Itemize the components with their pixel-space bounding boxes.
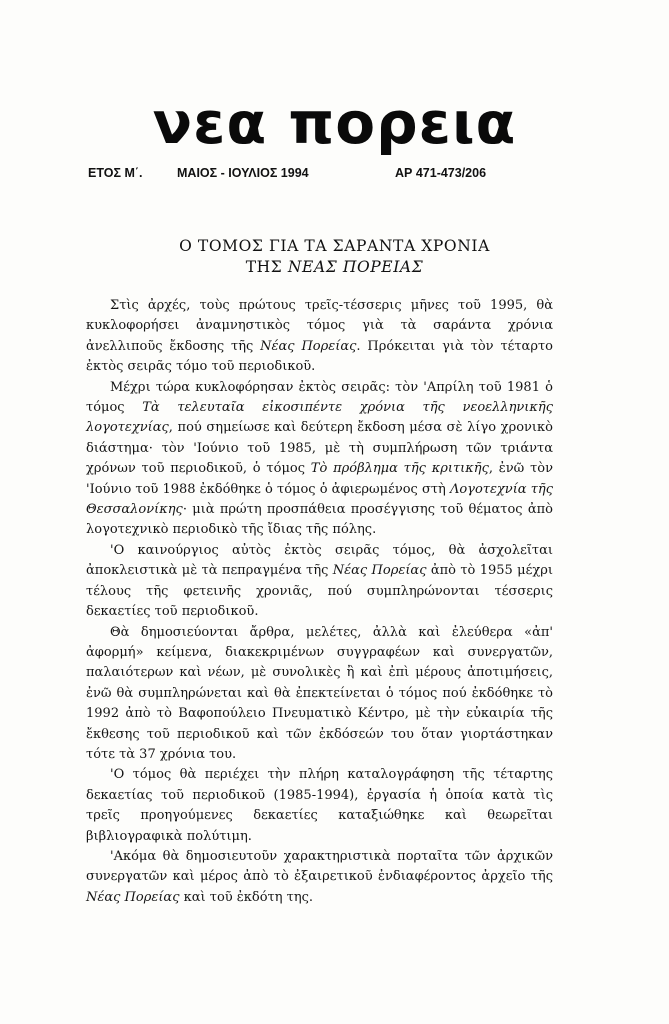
italic-title: Τὸ πρόβλημα τῆς κριτικῆς — [310, 461, 489, 477]
italic-title: Νέας Πορείας — [332, 563, 427, 579]
paragraph-text: Θὰ δημοσιεύονται ἄρθρα, μελέτες, ἀλλὰ καὶ ἐλεύθερα «ἀπ' ἀφορμή» κείμενα, διακεκριμένων συγγραφέων καὶ συνεργατῶν, παλαιότερων καὶ νέων, μὲ συνολικὲς ἢ καὶ ἐπὶ μέρους ἀποτιμήσεις, ἐνῶ θὰ συμπληρώνεται καὶ θὰ ἐπεκτείνεται ὁ τόμος πού ἐκδόθηκε τὸ 1992 ἀπὸ τὸ Βαφοπούλειο Πνευματικὸ Κέντρο, μὲ τὴν εὐκαιρία τῆς ἔκθεσης τοῦ περιοδικοῦ καὶ τῶν ἐκδόσεών του ὅταν γιορτάστηκαν τότε τὰ 37 χρόνια του. — [86, 624, 553, 762]
paragraph-text: , ἐνῶ τὸν 'Ιούνιο τοῦ 1988 ἐκδόθηκε ὁ τόμος ὁ ἀφιερωμένος στὴ — [86, 461, 553, 497]
paragraph-text: 'Ακόμα θὰ δημοσιευτοῦν χαρακτηριστικὰ πορταῖτα τῶν ἀρχικῶν συνεργατῶν καὶ μέρος ἀπὸ τὸ ἐξαιρετικοῦ ἐνδιαφέροντος ἀρχεῖο τῆς — [86, 848, 553, 885]
article-title-line2-italic: ΝΕΑΣ ΠΟΡΕΙΑΣ — [287, 258, 424, 276]
italic-title: Τὰ τελευταῖα εἰκοσιπέντε χρόνια τῆς νεοελληνικῆς λογοτεχνίας — [86, 400, 553, 436]
italic-title: Νέας Πορείας — [86, 889, 180, 905]
article-title — [0, 236, 669, 278]
italic-title: Λογοτεχνία τῆς Θεσσαλονίκης — [86, 481, 553, 518]
paragraph-text: καὶ τοῦ ἐκδότη της. — [179, 889, 314, 905]
issue-info — [88, 166, 588, 184]
paragraph-text: 'Ο καινούργιος αὐτὸς ἐκτὸς σειρᾶς τόμος, θὰ ἀσχολεῖται ἀποκλειστικὰ μὲ τὰ πεπραγμένα τῆς — [86, 542, 553, 579]
article-title-line2 — [0, 257, 669, 278]
article-title-line2-prefix: ΤΗΣ — [245, 258, 288, 276]
paragraph-3 — [86, 541, 553, 623]
paragraph-text: , πού σημείωσε καὶ δεύτερη ἔκδοση μέσα σὲ λίγο χρονικὸ διάστημα· τὸν 'Ιούνιο τοῦ 1985, μὲ τὴ συμπλήρωση τῶν τριάντα χρόνων τοῦ περιοδικοῦ, ὁ τόμος — [86, 420, 553, 477]
paragraph-text: 'Ο τόμος θὰ περιέχει τὴν πλήρη καταλογράφηση τῆς τέταρτης δεκαετίας τοῦ περιοδικοῦ (1985-1994), ἐργασία ἡ ὁποία κατὰ τὶς τρεῖς προηγούμενες δεκαετίες καταξιώθηκε καὶ θεωρεῖται βιβλιογραφικὰ πολύτιμη. — [86, 767, 553, 844]
paragraph-1 — [86, 296, 553, 378]
paragraph-2 — [86, 378, 553, 541]
paragraph-text: Στὶς ἀρχές, τοὺς πρώτους τρεῖς-τέσσερις μῆνες τοῦ 1995, θὰ κυκλοφορήσει ἀναμνηστικὸς τόμος γιὰ τὰ σαράντα χρόνια ἀνελλιποῦς ἔκδοσης τῆς — [86, 298, 553, 354]
issue-year: ΕΤΟΣ Μ΄. — [88, 166, 143, 180]
italic-title: Νέας Πορείας — [260, 338, 357, 354]
paragraph-5 — [86, 765, 553, 847]
paragraph-text: · μιὰ πρώτη προσπάθεια προσέγγισης τοῦ θέματος ἀπὸ λογοτεχνικὸ περιοδικὸ τῆς ἴδιας τῆς πόλης. — [86, 502, 553, 538]
paragraph-text: Μέχρι τώρα κυκλοφόρησαν ἐκτὸς σειρᾶς: τὸν 'Απρίλη τοῦ 1981 ὁ τόμος — [86, 379, 553, 416]
paragraph-text: . Πρόκειται γιὰ τὸν τέταρτο ἐκτὸς σειρᾶς τόμο τοῦ περιοδικοῦ. — [86, 338, 554, 375]
issue-months: ΜΑΙΟΣ - ΙΟΥΛΙΟΣ 1994 — [177, 166, 309, 180]
article-title-line1: Ο ΤΟΜΟΣ ΓΙΑ ΤΑ ΣΑΡΑΝΤΑ ΧΡΟΝΙΑ — [179, 237, 490, 255]
paragraph-6 — [86, 847, 553, 908]
issue-number: ΑΡ 471-473/206 — [395, 166, 487, 180]
masthead-title: νεα πορεια — [152, 89, 517, 157]
paragraph-4 — [86, 623, 553, 766]
paragraph-text: ἀπὸ τὸ 1955 μέχρι τέλους τῆς φετεινῆς χρονιᾶς, πού συμπληρώνονται τέσσερις δεκαετίες τοῦ περιοδικοῦ. — [86, 563, 553, 620]
article-body — [86, 296, 553, 908]
